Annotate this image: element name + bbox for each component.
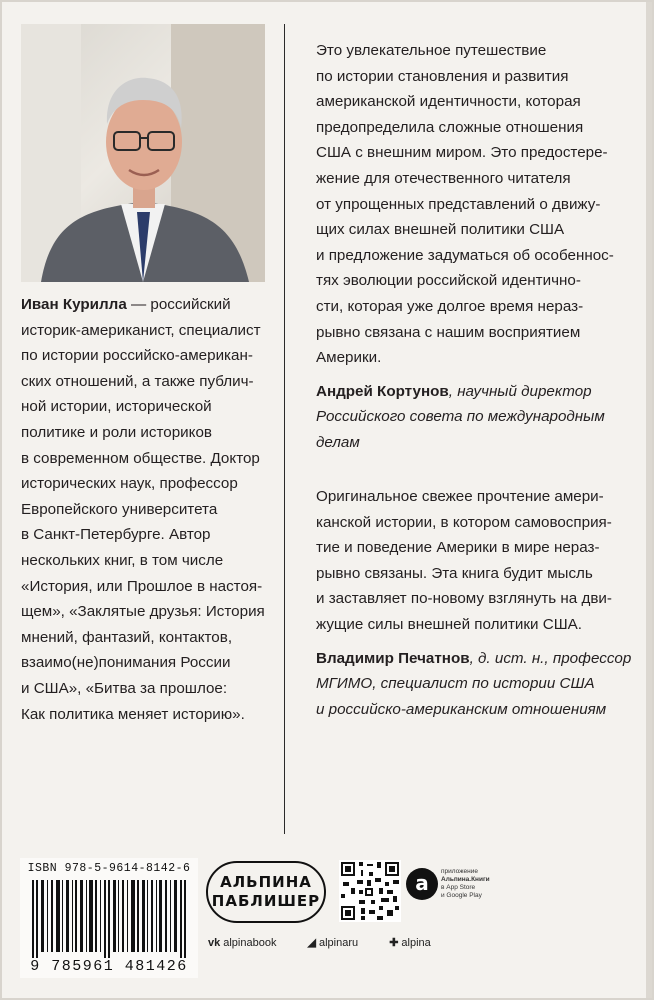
- author-role: МГИМО, специалист по истории США: [316, 675, 595, 693]
- bio-line: взаимо(не)понимания России: [21, 654, 231, 672]
- quote-line: от упрощенных представлений о движу-: [316, 195, 601, 213]
- quote-line: предопределила сложные отношения: [316, 118, 584, 136]
- quote-line: и предложение задуматься об особеннос-: [316, 246, 614, 264]
- quote-line: канской истории, в котором самовосприя-: [316, 513, 612, 531]
- quote-line: тие и поведение Америки в мире нераз-: [316, 539, 600, 557]
- author-role: и российско-американским отношениям: [316, 700, 607, 718]
- ean-number: 9 785961 481426: [30, 958, 188, 975]
- bio-line: в современном обществе. Доктор: [21, 449, 260, 467]
- cover-edge: [646, 2, 652, 998]
- vk-icon: vk: [208, 937, 221, 949]
- quote-author: Владимир Печатнов: [316, 649, 470, 667]
- bio-line: исторических наук, профессор: [21, 475, 238, 493]
- qr-code: [339, 860, 401, 922]
- bio-line: ских отношений, а также публич-: [21, 372, 254, 390]
- social-telegram: ◢ alpinaru: [307, 937, 359, 949]
- quote-line: тях эволюции российской идентично-: [316, 272, 581, 290]
- quote-line: американской идентичности, которая: [316, 93, 581, 111]
- bio-line: историк-американист, специалист: [21, 321, 261, 339]
- bio-line: Европейского университета: [21, 500, 218, 518]
- bio-line: в Санкт-Петербурге. Автор: [21, 526, 211, 544]
- bio-line: политике и роли историков: [21, 423, 213, 441]
- quote-line: жение для отечественного читателя: [316, 169, 571, 187]
- quote-line: Америки.: [316, 349, 382, 367]
- author-name: Иван Курилла: [21, 296, 127, 313]
- bio-line: по истории российско-американ-: [21, 347, 253, 365]
- alpina-plus-icon: ✚: [389, 937, 399, 949]
- quote-line: жущие силы внешней политики США.: [316, 615, 582, 633]
- column-divider: [284, 24, 285, 834]
- author-photo: [21, 24, 265, 282]
- bio-line: ной истории, исторической: [21, 398, 212, 416]
- quote-line: Это увлекательное путешествие: [316, 42, 547, 59]
- quote-line: рывно связана с нашим восприятием: [316, 323, 581, 341]
- quote-attribution: Владимир Печатнов, д. ист. н., профессор МГИМО, специалист по истории США и российско-американским отношениям: [316, 649, 632, 718]
- quote-author: Андрей Кортунов: [316, 382, 449, 400]
- telegram-icon: ◢: [307, 937, 316, 949]
- publisher-logo: АЛЬПИНА ПАБЛИШЕР: [206, 861, 326, 923]
- isbn-text: ISBN 978-5-9614-8142-6: [27, 862, 191, 875]
- quote-line: Оригинальное свежее прочтение амери-: [316, 488, 604, 505]
- bio-line: нескольких книг, в том числе: [21, 551, 224, 569]
- bio-line: щем», «Заклятые друзья: История: [21, 603, 265, 621]
- app-promo-text: приложение Альпина.Книги в App Store и Google Play: [441, 868, 490, 899]
- bio-line: и США», «Битва за прошлое:: [21, 679, 228, 697]
- quote-attribution: Андрей Кортунов, научный директор Российского совета по международным делам: [316, 382, 605, 451]
- alpina-app-icon: a: [406, 868, 438, 900]
- author-role: Российского совета по международным: [316, 408, 605, 426]
- quote-line: сти, которая уже долгое время нераз-: [316, 297, 584, 315]
- quote-line: США с внешним миром. Это предостере-: [316, 144, 608, 162]
- bio-line: «История, или Прошлое в настоя-: [21, 577, 263, 595]
- review-quote-1: [316, 38, 634, 456]
- author-bio: Иван Курилла — российский историк-американист, специалист по истории российско-американ- ских отношений, а также публич- ной истории, исторической политике и роли историков в современном обществе. Доктор исторических наук, профессор Европейского университета в Санкт-Петербурге. Автор нескольких книг, в том числе «История, или Прошлое в настоя- щем», «Заклятые друзья: История мнений, фантазий, контактов, взаимо(не)понимания России и США», «Битва за прошлое: Как политика меняет историю».: [21, 292, 283, 727]
- barcode-bars: [28, 880, 190, 958]
- social-alpina: ✚ alpina: [389, 937, 431, 949]
- author-role: делам: [316, 433, 360, 451]
- quote-line: по истории становления и развития: [316, 67, 569, 85]
- social-links: [208, 936, 459, 949]
- social-vk: vk alpinabook: [208, 937, 277, 949]
- quote-line: рывно связаны. Эта книга будит мысль: [316, 564, 593, 582]
- quote-line: щих силах внешней политики США: [316, 221, 565, 239]
- isbn-barcode: [20, 858, 198, 978]
- bio-line: мнений, фантазий, контактов,: [21, 628, 233, 646]
- review-quote-2: [316, 484, 634, 722]
- bio-line: Как политика меняет историю».: [21, 705, 245, 723]
- quote-line: и заставляет по-новому взглянуть на дви-: [316, 590, 612, 608]
